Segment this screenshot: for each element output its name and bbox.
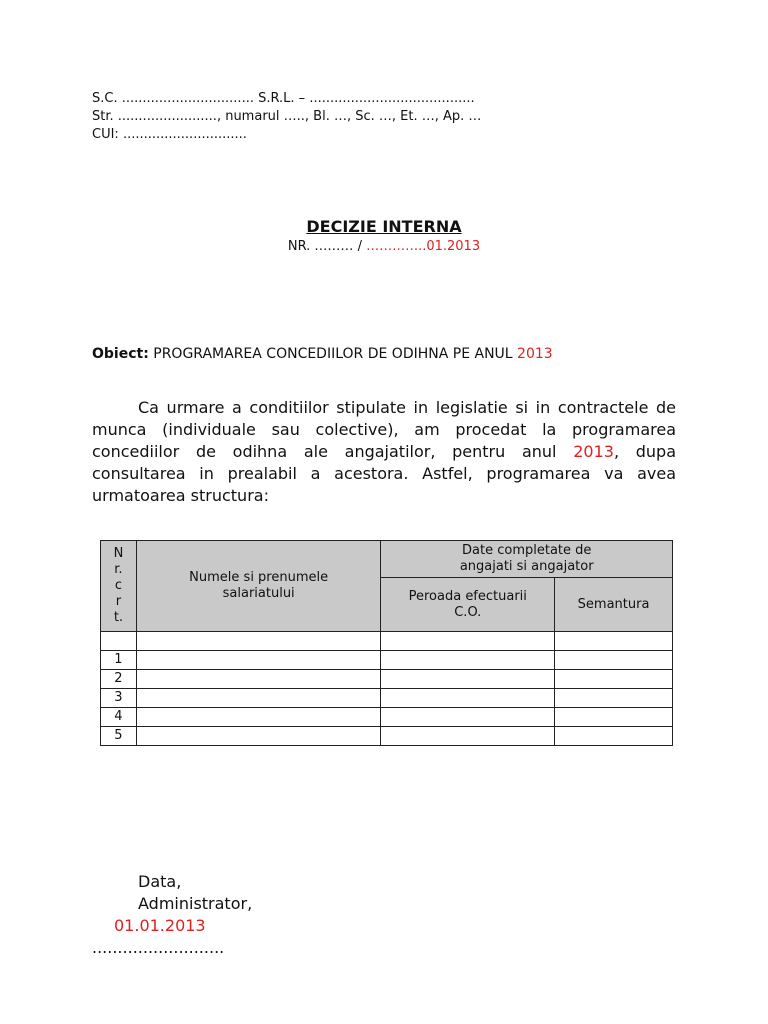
subject-text: PROGRAMAREA CONCEDIILOR DE ODIHNA PE ANUL <box>148 346 518 362</box>
cell-semnatura[interactable] <box>555 689 673 708</box>
header-nr-crt <box>101 541 137 632</box>
cell-nume[interactable] <box>136 708 381 727</box>
decision-date: …………..01.2013 <box>366 239 481 254</box>
cell-perioada[interactable] <box>381 632 555 651</box>
cell-perioada[interactable] <box>381 689 555 708</box>
table-row <box>101 670 673 689</box>
cell-perioada[interactable] <box>381 651 555 670</box>
cell-perioada[interactable] <box>381 670 555 689</box>
decision-number-prefix: NR. ……… / <box>287 239 367 254</box>
header-nume-text: Numele si prenumele salariatului <box>189 570 329 601</box>
decision-number <box>0 238 768 256</box>
header-perioada <box>381 578 555 632</box>
administrator-label: Administrator, <box>138 894 253 913</box>
cell-nume[interactable] <box>136 727 381 746</box>
row-number: 4 <box>101 708 137 727</box>
cell-semnatura[interactable] <box>555 632 673 651</box>
row-number <box>101 632 137 651</box>
paragraph-part1: Ca urmare a conditiilor stipulate in legislatie si in contractele de munca (individuale sau colective), am procedat la programarea concediilor de odihna ale angajatilor, pentru anul <box>92 398 676 461</box>
cell-nume[interactable] <box>136 651 381 670</box>
paragraph-part2: , dupa consultarea in prealabil a acestora. Astfel, programarea va avea urmatoarea structura: <box>92 442 676 505</box>
header-group <box>381 541 673 578</box>
row-number: 1 <box>101 651 137 670</box>
header-perioada-text: Peroada efectuarii C.O. <box>408 588 527 620</box>
table-row <box>101 632 673 651</box>
cui-line: CUI: .............................. <box>92 127 247 142</box>
cell-semnatura[interactable] <box>555 670 673 689</box>
cell-semnatura[interactable] <box>555 708 673 727</box>
header-group-text: Date completate de angajati si angajator <box>459 543 594 574</box>
header-semnatura-text: Semantura <box>577 596 650 612</box>
cell-semnatura[interactable] <box>555 651 673 670</box>
date-label: Data, <box>138 872 182 891</box>
cell-nume[interactable] <box>136 689 381 708</box>
subject-label: Obiect: <box>92 346 149 362</box>
signature-line: .......................... <box>92 938 225 957</box>
company-line: S.C. ................................ S.R.L. – ........................................ <box>92 91 475 106</box>
cell-perioada[interactable] <box>381 727 555 746</box>
cell-perioada[interactable] <box>381 708 555 727</box>
document-title: DECIZIE INTERNA <box>306 217 462 236</box>
body-paragraph <box>92 397 676 507</box>
cell-nume[interactable] <box>136 632 381 651</box>
leave-schedule-table <box>100 540 673 746</box>
signature-block <box>92 871 252 959</box>
table-row <box>101 727 673 746</box>
row-number: 2 <box>101 670 137 689</box>
signature-date: 01.01.2013 <box>114 916 206 935</box>
table-row <box>101 651 673 670</box>
paragraph-year: 2013 <box>573 442 614 461</box>
header-nr-crt-text: Nr. crt. <box>113 546 124 625</box>
cell-semnatura[interactable] <box>555 727 673 746</box>
company-header <box>92 90 481 144</box>
table-row <box>101 689 673 708</box>
header-nume <box>136 541 381 632</box>
row-number: 3 <box>101 689 137 708</box>
table-row <box>101 708 673 727</box>
title-block <box>0 216 768 256</box>
header-semnatura <box>555 578 673 632</box>
cell-nume[interactable] <box>136 670 381 689</box>
address-line: Str. ........................, numarul ….., Bl. …, Sc. …, Et. …, Ap. … <box>92 109 482 124</box>
subject-year: 2013 <box>517 346 553 362</box>
row-number: 5 <box>101 727 137 746</box>
subject-line <box>92 344 553 364</box>
